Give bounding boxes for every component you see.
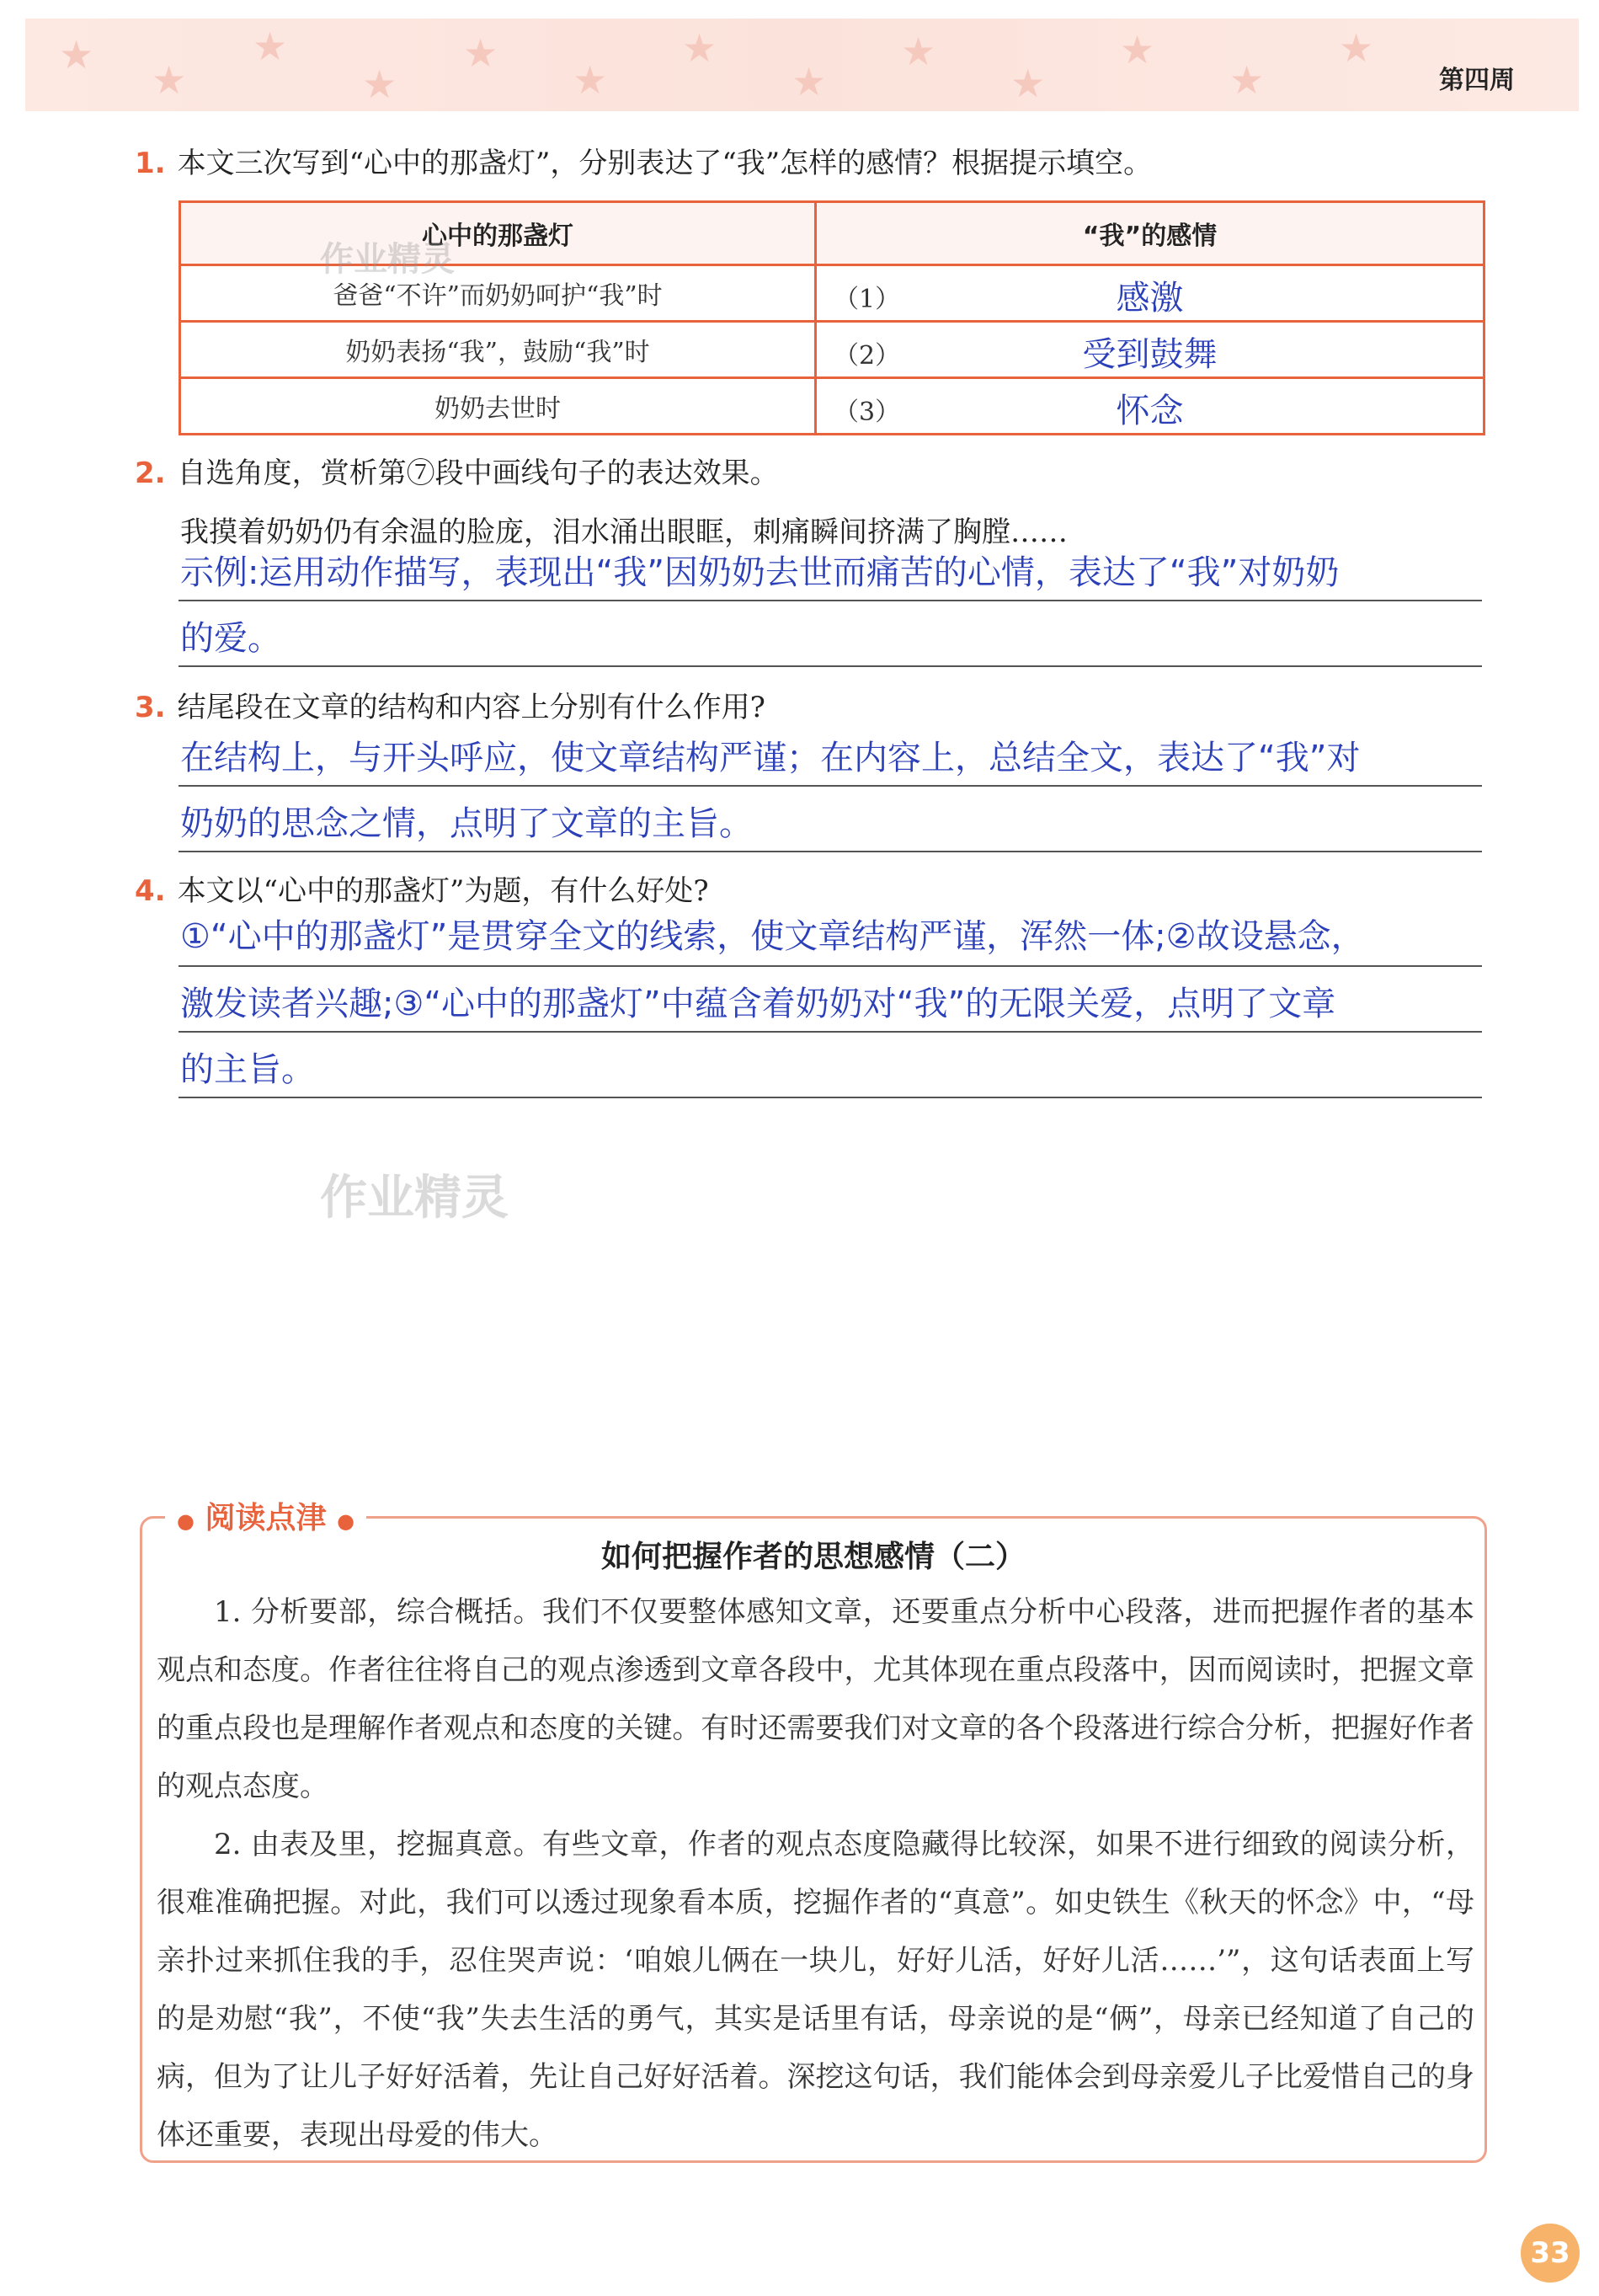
row-index: （3）: [834, 398, 901, 427]
week-label: 第四周: [1439, 66, 1515, 95]
table-cell-feeling[interactable]: [816, 322, 1484, 378]
star-icon: ★: [573, 57, 608, 103]
answer-text: 怀念: [1116, 392, 1184, 430]
tips-paragraph: 1. 分析要部，综合概括。我们不仅要整体感知文章，还要重点分析中心段落，进而把握作者的基本观点和态度。作者往往将自己的观点渗透到文章各段中，尤其体现在重点段落中，因而阅读时，把握文章的重点段也是理解作者观点和态度的关键。有时还需要我们对文章的各个段落进行综合分析，把握好作者的观点态度。: [157, 1595, 1474, 1803]
star-icon: ★: [1120, 27, 1155, 72]
answer-line[interactable]: [179, 851, 1482, 852]
reading-tips-label-text: 阅读点津: [205, 1501, 327, 1535]
answer-text: 受到鼓舞: [1082, 335, 1218, 374]
star-icon: ★: [152, 57, 187, 103]
answer-line-text: 激发读者兴趣;③“心中的那盏灯”中蕴含着奶奶对“我”的无限关爱，点明了文章: [180, 985, 1336, 1023]
page-number: 33: [1521, 2224, 1580, 2283]
answer-line[interactable]: [179, 1097, 1482, 1098]
answer-line[interactable]: [179, 1031, 1482, 1033]
star-icon: ★: [1229, 57, 1265, 103]
table-header: 心中的那盏灯: [180, 202, 816, 265]
star-icon: ★: [1339, 25, 1374, 71]
table-row: [180, 322, 1484, 378]
answer-line-text: 奶奶的思念之情，点明了文章的主旨。: [180, 804, 753, 843]
answer-text: 感激: [1116, 279, 1184, 318]
watermark: 作业精灵: [320, 1171, 509, 1225]
question-number: 4.: [135, 874, 166, 908]
table-cell-condition: 奶奶表扬“我”，鼓励“我”时: [180, 322, 816, 378]
answer-line[interactable]: [179, 600, 1482, 601]
reading-tips-title: 如何把握作者的思想感情（二）: [600, 1540, 1026, 1574]
bullet-icon: ●: [177, 1509, 195, 1533]
watermark: 作业精灵: [320, 240, 455, 279]
question-text: 结尾段在文章的结构和内容上分别有什么作用?: [177, 691, 765, 724]
question-number: 2.: [135, 457, 166, 490]
tips-paragraph: 2. 由表及里，挖掘真意。有些文章，作者的观点态度隐藏得比较深，如果不进行细致的阅读分析，很难准确把握。对此，我们可以透过现象看本质，挖掘作者的“真意”。如史铁生《秋天的怀念》中，“母亲扑过来抓住我的手，忍住哭声说：‘咱娘儿俩在一块儿，好好儿活，好好儿活……’”，这句话表面上写的是劝慰“我”，不使“我”失去生活的勇气，其实是话里有话，母亲说的是“俩”，母亲已经知道了自己的病，但为了让儿子好好活着，先让自己好好活着。深挖这句话，我们能体会到母亲爱儿子比爱惜自己的身体还重要，表现出母爱的伟大。: [157, 1828, 1474, 2152]
answer-line[interactable]: [179, 785, 1482, 787]
row-index: （2）: [834, 341, 901, 371]
table-row: [180, 378, 1484, 435]
table-cell-condition: 爸爸“不许”而奶奶呵护“我”时: [180, 265, 816, 322]
answer-line-text: 的爱。: [180, 619, 281, 658]
table-cell-feeling[interactable]: [816, 265, 1484, 322]
star-icon: ★: [901, 29, 936, 74]
star-icon: ★: [1010, 61, 1046, 106]
quoted-sentence: 我摸着奶奶仍有余温的脸庞，泪水涌出眼眶，刺痛瞬间挤满了胸膛……: [180, 515, 1068, 549]
header-band: [25, 19, 1579, 111]
star-icon: ★: [362, 61, 397, 107]
question-text: 本文以“心中的那盏灯”为题，有什么好处?: [177, 874, 709, 908]
answer-line[interactable]: [179, 665, 1482, 667]
table-cell-condition: 奶奶去世时: [180, 378, 816, 435]
question-number: 3.: [135, 691, 166, 724]
table-header: “我”的感情: [816, 202, 1484, 265]
star-icon: ★: [253, 24, 288, 69]
star-icon: ★: [682, 25, 717, 71]
question-4: [135, 873, 709, 910]
star-icon: ★: [792, 59, 827, 104]
answer-line-text: 在结构上，与开头呼应，使文章结构严谨；在内容上，总结全文，表达了“我”对: [180, 739, 1361, 777]
question-number: 1.: [135, 147, 166, 180]
answer-line-text: 的主旨。: [180, 1050, 315, 1089]
answer-line-text: ①“心中的那盏灯”是贯穿全文的线索，使文章结构严谨，浑然一体;②故设悬念，: [180, 917, 1365, 956]
table-cell-feeling[interactable]: [816, 378, 1484, 435]
question-3: [135, 689, 765, 726]
question-2: [135, 455, 779, 492]
question-text: 本文三次写到“心中的那盏灯”，分别表达了“我”怎样的感情？根据提示填空。: [177, 147, 1153, 180]
star-icon: ★: [463, 30, 498, 76]
answer-line-text: 示例:运用动作描写，表现出“我”因奶奶去世而痛苦的心情，表达了“我”对奶奶: [180, 553, 1340, 592]
answer-line[interactable]: [179, 965, 1482, 967]
question-1: [135, 145, 1152, 182]
star-icon: ★: [59, 32, 94, 77]
reading-tips-label: [165, 1494, 366, 1537]
row-index: （1）: [834, 285, 901, 314]
bullet-icon: ●: [337, 1509, 355, 1533]
reading-tips-body: [157, 1583, 1474, 2165]
question-text: 自选角度，赏析第⑦段中画线句子的表达效果。: [177, 457, 779, 490]
